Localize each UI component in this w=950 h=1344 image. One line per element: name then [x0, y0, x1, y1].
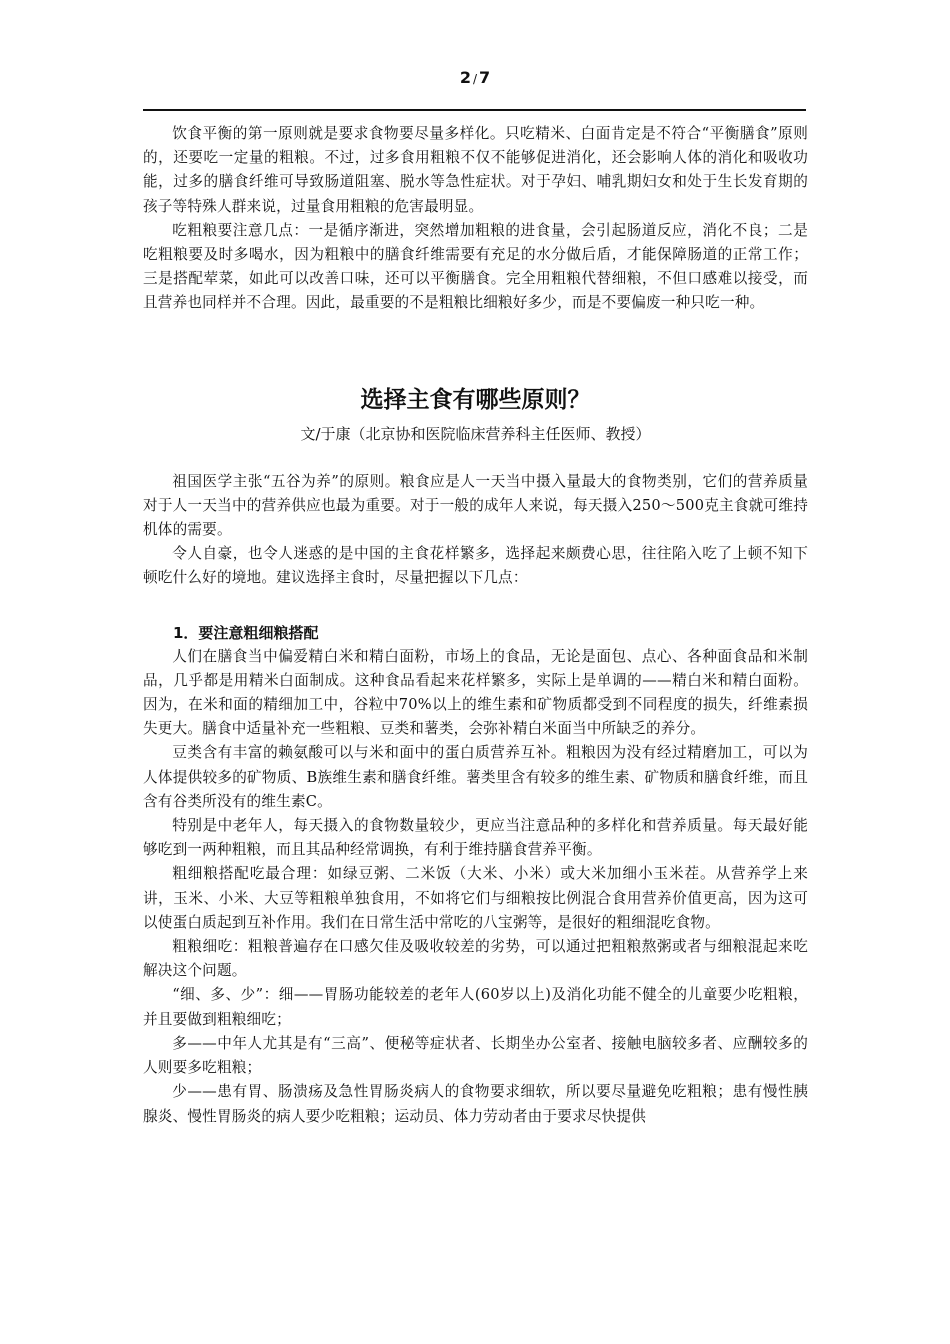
spacer — [143, 446, 808, 470]
document-body — [143, 122, 808, 1129]
lead-paragraph: 令人自豪，也令人迷惑的是中国的主食花样繁多，选择起来颇费心思，往往陷入吃了上顿不知下顿吃什么好的境地。建议选择主食时，尽量把握以下几点： — [143, 545, 808, 587]
section-paragraph: “细、多、少”：细——胃肠功能较差的老年人(60岁以上)及消化功能不健全的儿童要少吃粗粮，并且要做到粗粮细吃； — [143, 986, 808, 1028]
header-rule — [143, 109, 806, 111]
spacer — [143, 591, 808, 621]
page-number — [0, 68, 950, 87]
article-byline: 文/于康（北京协和医院临床营养科主任医师、教授） — [300, 424, 651, 443]
section-paragraph: 多——中年人尤其是有“三高”、便秘等症状者、长期坐办公室者、接触电脑较多者、应酬较多的人则要多吃粗粮； — [143, 1034, 808, 1077]
section-paragraph: 少——患有胃、肠溃疡及急性胃肠炎病人的食物要求细软，所以要尽量避免吃粗粮；患有慢性胰腺炎、慢性胃肠炎的病人要少吃粗粮；运动员、体力劳动者由于要求尽快提供 — [143, 1083, 808, 1125]
intro-paragraph: 吃粗粮要注意几点：一是循序渐进，突然增加粗粮的进食量，会引起肠道反应，消化不良；二是吃粗粮要及时多喝水，因为粗粮中的膳食纤维需要有充足的水分做后盾，才能保障肠道的正常工作；三是搭配荤菜，如此可以改善口味，还可以平衡膳食。完全用粗粮代替细粮，不但口感难以接受，而且营养也同样并不合理。因此，最重要的不是粗粮比细粮好多少，而是不要偏废一种只吃一种。 — [143, 221, 808, 312]
lead-paragraph: 祖国医学主张“五谷为养”的原则。粮食应是人一天当中摄入量最大的食物类别，它们的营养质量对于人一天当中的营养供应也最为重要。对于一般的成年人来说，每天摄入250～500克主食就可维持机体的需要。 — [143, 472, 808, 539]
page-total: 7 — [479, 68, 491, 87]
section-paragraph: 粗粮细吃：粗粮普遍存在口感欠佳及吸收较差的劣势，可以通过把粗粮熬粥或者与细粮混起来吃解决这个问题。 — [143, 938, 808, 980]
intro-paragraph: 饮食平衡的第一原则就是要求食物要尽量多样化。只吃精米、白面肯定是不符合“平衡膳食”原则的，还要吃一定量的粗粮。不过，过多食用粗粮不仅不能够促进消化，还会影响人体的消化和吸收功能，过多的膳食纤维可导致肠道阻塞、脱水等急性症状。对于孕妇、哺乳期妇女和处于生长发育期的孩子等特殊人群来说，过量食用粗粮的危害最明显。 — [143, 125, 808, 215]
page-separator: / — [472, 72, 478, 86]
section-paragraph: 豆类含有丰富的赖氨酸可以与米和面中的蛋白质营养互补。粗粮因为没有经过精磨加工，可以为人体提供较多的矿物质、B族维生素和膳食纤维。薯类里含有较多的维生素、矿物质和膳食纤维，而且含有谷类所没有的维生素C。 — [143, 744, 808, 810]
section-paragraph: 人们在膳食当中偏爱精白米和精白面粉，市场上的食品，无论是面包、点心、各种面食品和米制品，几乎都是用精米白面制成。这种食品看起来花样繁多，实际上是单调的——精白米和精白面粉。因为，在米和面的精细加工中，谷粒中70%以上的维生素和矿物质都受到不同程度的损失，纤维素损失更大。膳食中适量补充一些粗粮、豆类和薯类，会弥补精白米面当中所缺乏的养分。 — [143, 647, 808, 738]
article-title: 选择主食有哪些原则？ — [360, 386, 591, 413]
section-paragraph: 粗细粮搭配吃最合理：如绿豆粥、二米饭（大米、小米）或大米加细小玉米茬。从营养学上来讲，玉米、小米、大豆等粗粮单独食用，不如将它们与细粮按比例混合食用营养价值更高，因为这可以使蛋白质起到互补作用。我们在日常生活中常吃的八宝粥等，是很好的粗细混吃食物。 — [143, 865, 808, 931]
page-current: 2 — [459, 68, 471, 87]
spacer — [143, 316, 808, 384]
section-paragraph: 特别是中老年人，每天摄入的食物数量较少，更应当注意品种的多样化和营养质量。每天最好能够吃到一两种粗粮，而且其品种经常调换，有利于维持膳食营养平衡。 — [143, 817, 808, 859]
section-heading: 1．要注意粗细粮搭配 — [173, 623, 319, 642]
